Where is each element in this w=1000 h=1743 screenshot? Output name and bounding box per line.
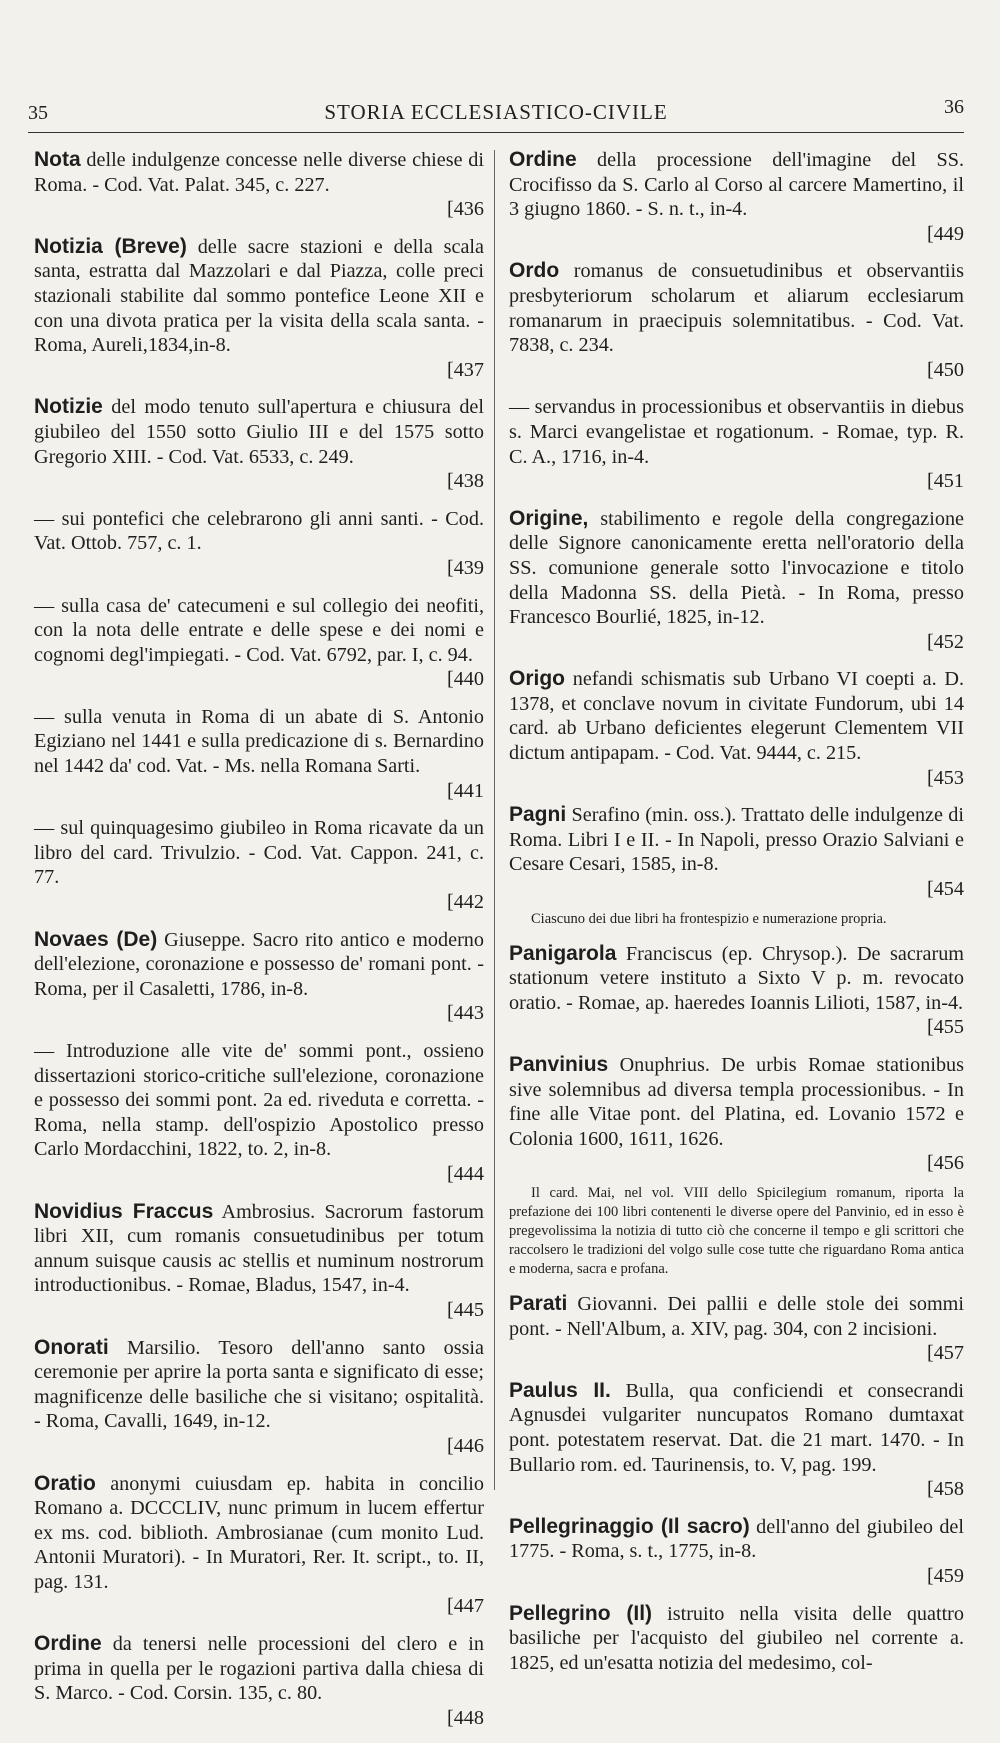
entry-number: [440 [446, 668, 484, 691]
entry-keyword: Origine, [509, 506, 589, 530]
entry-text: istruito nella visita delle quattro basiliche per l'acquisto del giubileo nel corrente a. 1825, ed un'esatta notizia del medesimo, col- [509, 1602, 964, 1674]
page-header [28, 92, 964, 133]
bibliography-entry [509, 1379, 964, 1502]
entry-text: — servandus in processionibus et observantiis in diebus s. Marci evangelistae et rogationum. - Romae, typ. R. C. A., 1716, in-4. [509, 396, 964, 468]
entry-number: [441 [446, 779, 484, 802]
bibliography-entry [34, 1039, 484, 1187]
entry-number: [446 [446, 1434, 484, 1457]
entry-text: — sulla casa de' catecumeni e sul collegio dei neofiti, con la nota delle entrate e delle spese e dei nomi e cognomi degl'impiegati. - Cod. Vat. 6792, par. I, c. 94. [34, 594, 484, 666]
running-title: STORIA ECCLESIASTICO-CIVILE [324, 100, 668, 124]
entry-number: [458 [926, 1478, 964, 1501]
entry-text: Giovanni. Dei pallii e delle stole dei sommi pont. - Nell'Album, a. XIV, pag. 304, con 2 incisioni. [509, 1292, 964, 1340]
entry-keyword: Ordo [509, 259, 560, 283]
entry-number: [442 [446, 891, 484, 914]
bibliography-entry [34, 1472, 484, 1620]
entry-number: [457 [926, 1342, 964, 1365]
bibliography-entry [34, 507, 484, 581]
bibliography-entry [509, 1292, 964, 1366]
entry-text: Onuphrius. De urbis Romae stationibus sive solemnibus ad diversa templa processionibus. - In fine alle Vitae pont. del Platina, ed. Lovanio 1572 e Colonia 1600, 1611, 1626. [509, 1054, 964, 1150]
entry-keyword: Origo [509, 667, 565, 691]
entry-text: Giuseppe. Sacro rito antico e moderno dell'elezione, coronazione e possesso de' romani pont. - Roma, per il Casaletti, 1786, in-8. [34, 928, 484, 1000]
entry-text: Franciscus (ep. Chrysop.). De sacrarum stationum vetere instituto a Sixto V p. m. revocato oratio. - Romae, ap. haeredes Ioannis Lilioti, 1587, in-4. [509, 942, 964, 1014]
left-column [34, 148, 484, 1743]
bibliography-entry [509, 667, 964, 790]
entry-keyword: Notizia (Breve) [34, 234, 187, 258]
entry-number: [447 [446, 1595, 484, 1618]
bibliography-entry [509, 1602, 964, 1676]
entry-keyword: Panvinius [509, 1053, 609, 1076]
entry-text: del modo tenuto sull'apertura e chiusura del giubileo del 1550 sotto Giulio III e del 1575 sotto Gregorio XIII. - Cod. Vat. 6533, c. 249. [34, 396, 485, 468]
entry-number: [439 [446, 556, 484, 579]
entry-number: [456 [926, 1152, 964, 1175]
entry-keyword: Parati [509, 1291, 568, 1315]
bibliography-entry [34, 1336, 484, 1459]
bibliography-entry [34, 395, 484, 493]
bibliography-entry [34, 235, 484, 383]
entry-text: Bulla, qua conficiendi et consecrandi Agnusdei vulgariter nuncupatos Romano dumtaxat pont. potestatem reservat. Dat. die 21 mart. 1470. - In Bullario rom. ed. Taurinensis, to. V, pag. 199. [509, 1379, 964, 1476]
entry-text: — sui pontefici che celebrarono gli anni santi. - Cod. Vat. Ottob. 757, c. 1. [34, 507, 484, 555]
entry-number: [451 [926, 470, 964, 493]
bibliography-entry [509, 803, 964, 901]
bibliography-entry [509, 395, 964, 493]
bibliography-entry [509, 942, 964, 1040]
entry-text: delle sacre stazioni e della scala santa, estratta dal Mazzolari e dal Piazza, colle preci stazionali stabilite dal sommo pontefice Leone XII e con una divota pratica per la visita della scala santa. - Roma, Aureli,1834,in-8. [34, 235, 484, 357]
entry-text: — Introduzione alle vite de' sommi pont., ossieno dissertazioni storico-critiche sull'elezione, coronazione e possesso dei sommi pont. 2a ed. riveduta e corretta. - Roma, nella stamp. dell'ospizio Apostolico presso Carlo Mordacchini, 1822, to. 2, in-8. [34, 1040, 484, 1161]
entry-keyword: Oratio [34, 1471, 96, 1495]
entry-number: [449 [926, 222, 964, 245]
bibliography-entry [34, 705, 484, 803]
page-number-right: 36 [944, 96, 964, 118]
entry-text: della processione dell'imagine del SS. Crocifisso da S. Carlo al Corso al carcere Mamertino, il 3 giugno 1860. - S. n. t., in-4. [509, 149, 965, 221]
entry-text: Ambrosius. Sacrorum fastorum libri XII, cum romanis consuetudinibus per totum annum suisque causis ac stellis et numinum nostrorum introductionibus. - Romae, Bladus, 1547, in-4. [34, 1200, 484, 1297]
entry-text: stabilimento e regole della congregazione delle Signore canonicamente eretta nell'oratorio della SS. comunione generale sotto l'invocazione e titolo della Madonna SS. della Pietà. - In Roma, presso Francesco Bourlié, 1825, in-12. [509, 507, 964, 629]
entry-text: — sul quinquagesimo giubileo in Roma ricavate da un libro del card. Trivulzio. - Cod. Vat. Cappon. 241, c. 77. [34, 817, 484, 889]
entry-text: nefandi schismatis sub Urbano VI coepti a. D. 1378, et conclave novum in civitate Fundorum, ubi 14 card. ab Urbano deficientes elegerunt Clementem VII dictum antipapam. - Cod. Vat. 9444, c. 215. [509, 668, 964, 765]
entry-keyword: Pellegrino (Il) [509, 1601, 653, 1625]
bibliography-entry [34, 148, 484, 222]
entry-text: dell'anno del giubileo del 1775. - Roma, s. t., 1775, in-8. [509, 1515, 965, 1563]
entry-text: Marsilio. Tesoro dell'anno santo ossia ceremonie per aprire la porta santa e significato di esse; magnificenze delle basiliche che si visitano; ospitalità. - Roma, Cavalli, 1649, in-12. [34, 1336, 484, 1433]
entry-keyword: Nota [34, 148, 81, 171]
entry-text: Serafino (min. oss.). Trattato delle indulgenze di Roma. Libri I e II. - In Napoli, presso Orazio Salviani e Cesare Cesari, 1585, in-8. [509, 804, 964, 876]
entry-keyword: Onorati [34, 1335, 109, 1359]
entry-number: [444 [446, 1162, 484, 1185]
entry-number: [454 [926, 878, 964, 901]
entry-number: [453 [926, 766, 964, 789]
entry-text: — sulla venuta in Roma di un abate di S. Antonio Egiziano nel 1441 e sulla predicazione di s. Bernardino nel 1442 da' cod. Vat. - Ms. nella Romana Sarti. [34, 705, 484, 778]
bibliography-entry [509, 1053, 964, 1176]
entry-keyword: Pagni [509, 803, 567, 827]
bibliography-entry [34, 816, 484, 914]
entry-number: [437 [446, 358, 484, 381]
bibliography-entry [34, 928, 484, 1026]
bibliography-entry [509, 1515, 964, 1589]
entry-text: romanus de consuetudinibus et observantiis presbyteriorum scholarum et aliarum ecclesiarum romanarum in praecipuis solemnitatibus. - Cod. Vat. 7838, c. 234. [509, 260, 965, 357]
entry-keyword: Panigarola [509, 941, 617, 965]
bibliography-entry [509, 507, 964, 655]
entry-number: [443 [446, 1002, 484, 1025]
entry-number: [436 [446, 198, 484, 221]
column-divider [494, 150, 495, 1490]
bibliography-entry [34, 1200, 484, 1323]
entry-keyword: Paulus II. [509, 1378, 611, 1402]
bibliography-entry [34, 594, 484, 692]
entry-keyword: Pellegrinaggio (Il sacro) [509, 1514, 750, 1538]
entry-keyword: Ordine [509, 148, 577, 171]
entry-text: da tenersi nelle processioni del clero e in prima in quella per le rogazioni partiva dalla chiesa di S. Marco. - Cod. Corsin. 135, c. 80. [34, 1633, 484, 1705]
bibliography-entry [509, 259, 964, 382]
entry-number: [448 [446, 1706, 484, 1729]
entry-keyword: Notizie [34, 395, 103, 419]
page-number-left: 35 [28, 102, 48, 124]
entry-number: [445 [446, 1298, 484, 1321]
entry-number: [450 [926, 358, 964, 381]
entry-note: Il card. Mai, nel vol. VIII dello Spicilegium romanum, riporta la prefazione dei 100 libri contenenti le diverse opere del Panvinio, ed in esso è pregevolissima la notizia di tutto ciò che concerne il tempo e gli scrittori che raccolsero le tradizioni del volgo sulle cose tutte che riguardano Roma antica e moderna, sacra e profana. [509, 1184, 964, 1277]
entry-number: [438 [446, 470, 484, 493]
entry-number: [455 [926, 1016, 964, 1039]
entry-text: delle indulgenze concesse nelle diverse chiese di Roma. - Cod. Vat. Palat. 345, c. 227. [34, 149, 484, 196]
entry-text: anonymi cuiusdam ep. habita in concilio Romano a. DCCCLIV, nunc primum in lucem effertur ex ms. cod. biblioth. Ambrosianae (cum monito Lud. Antonii Muratori). - In Muratori, Rer. It. script., to. II, pag. 131. [34, 1472, 485, 1593]
bibliography-entry [34, 1632, 484, 1730]
entry-keyword: Ordine [34, 1632, 102, 1656]
entry-number: [459 [926, 1564, 964, 1587]
right-column [509, 148, 964, 1688]
entry-keyword: Novidius Fraccus [34, 1199, 214, 1223]
entry-keyword: Novaes (De) [34, 927, 158, 951]
entry-note: Ciascuno dei due libri ha frontespizio e numerazione propria. [531, 910, 887, 927]
entry-number: [452 [926, 630, 964, 653]
bibliography-entry [509, 148, 964, 246]
